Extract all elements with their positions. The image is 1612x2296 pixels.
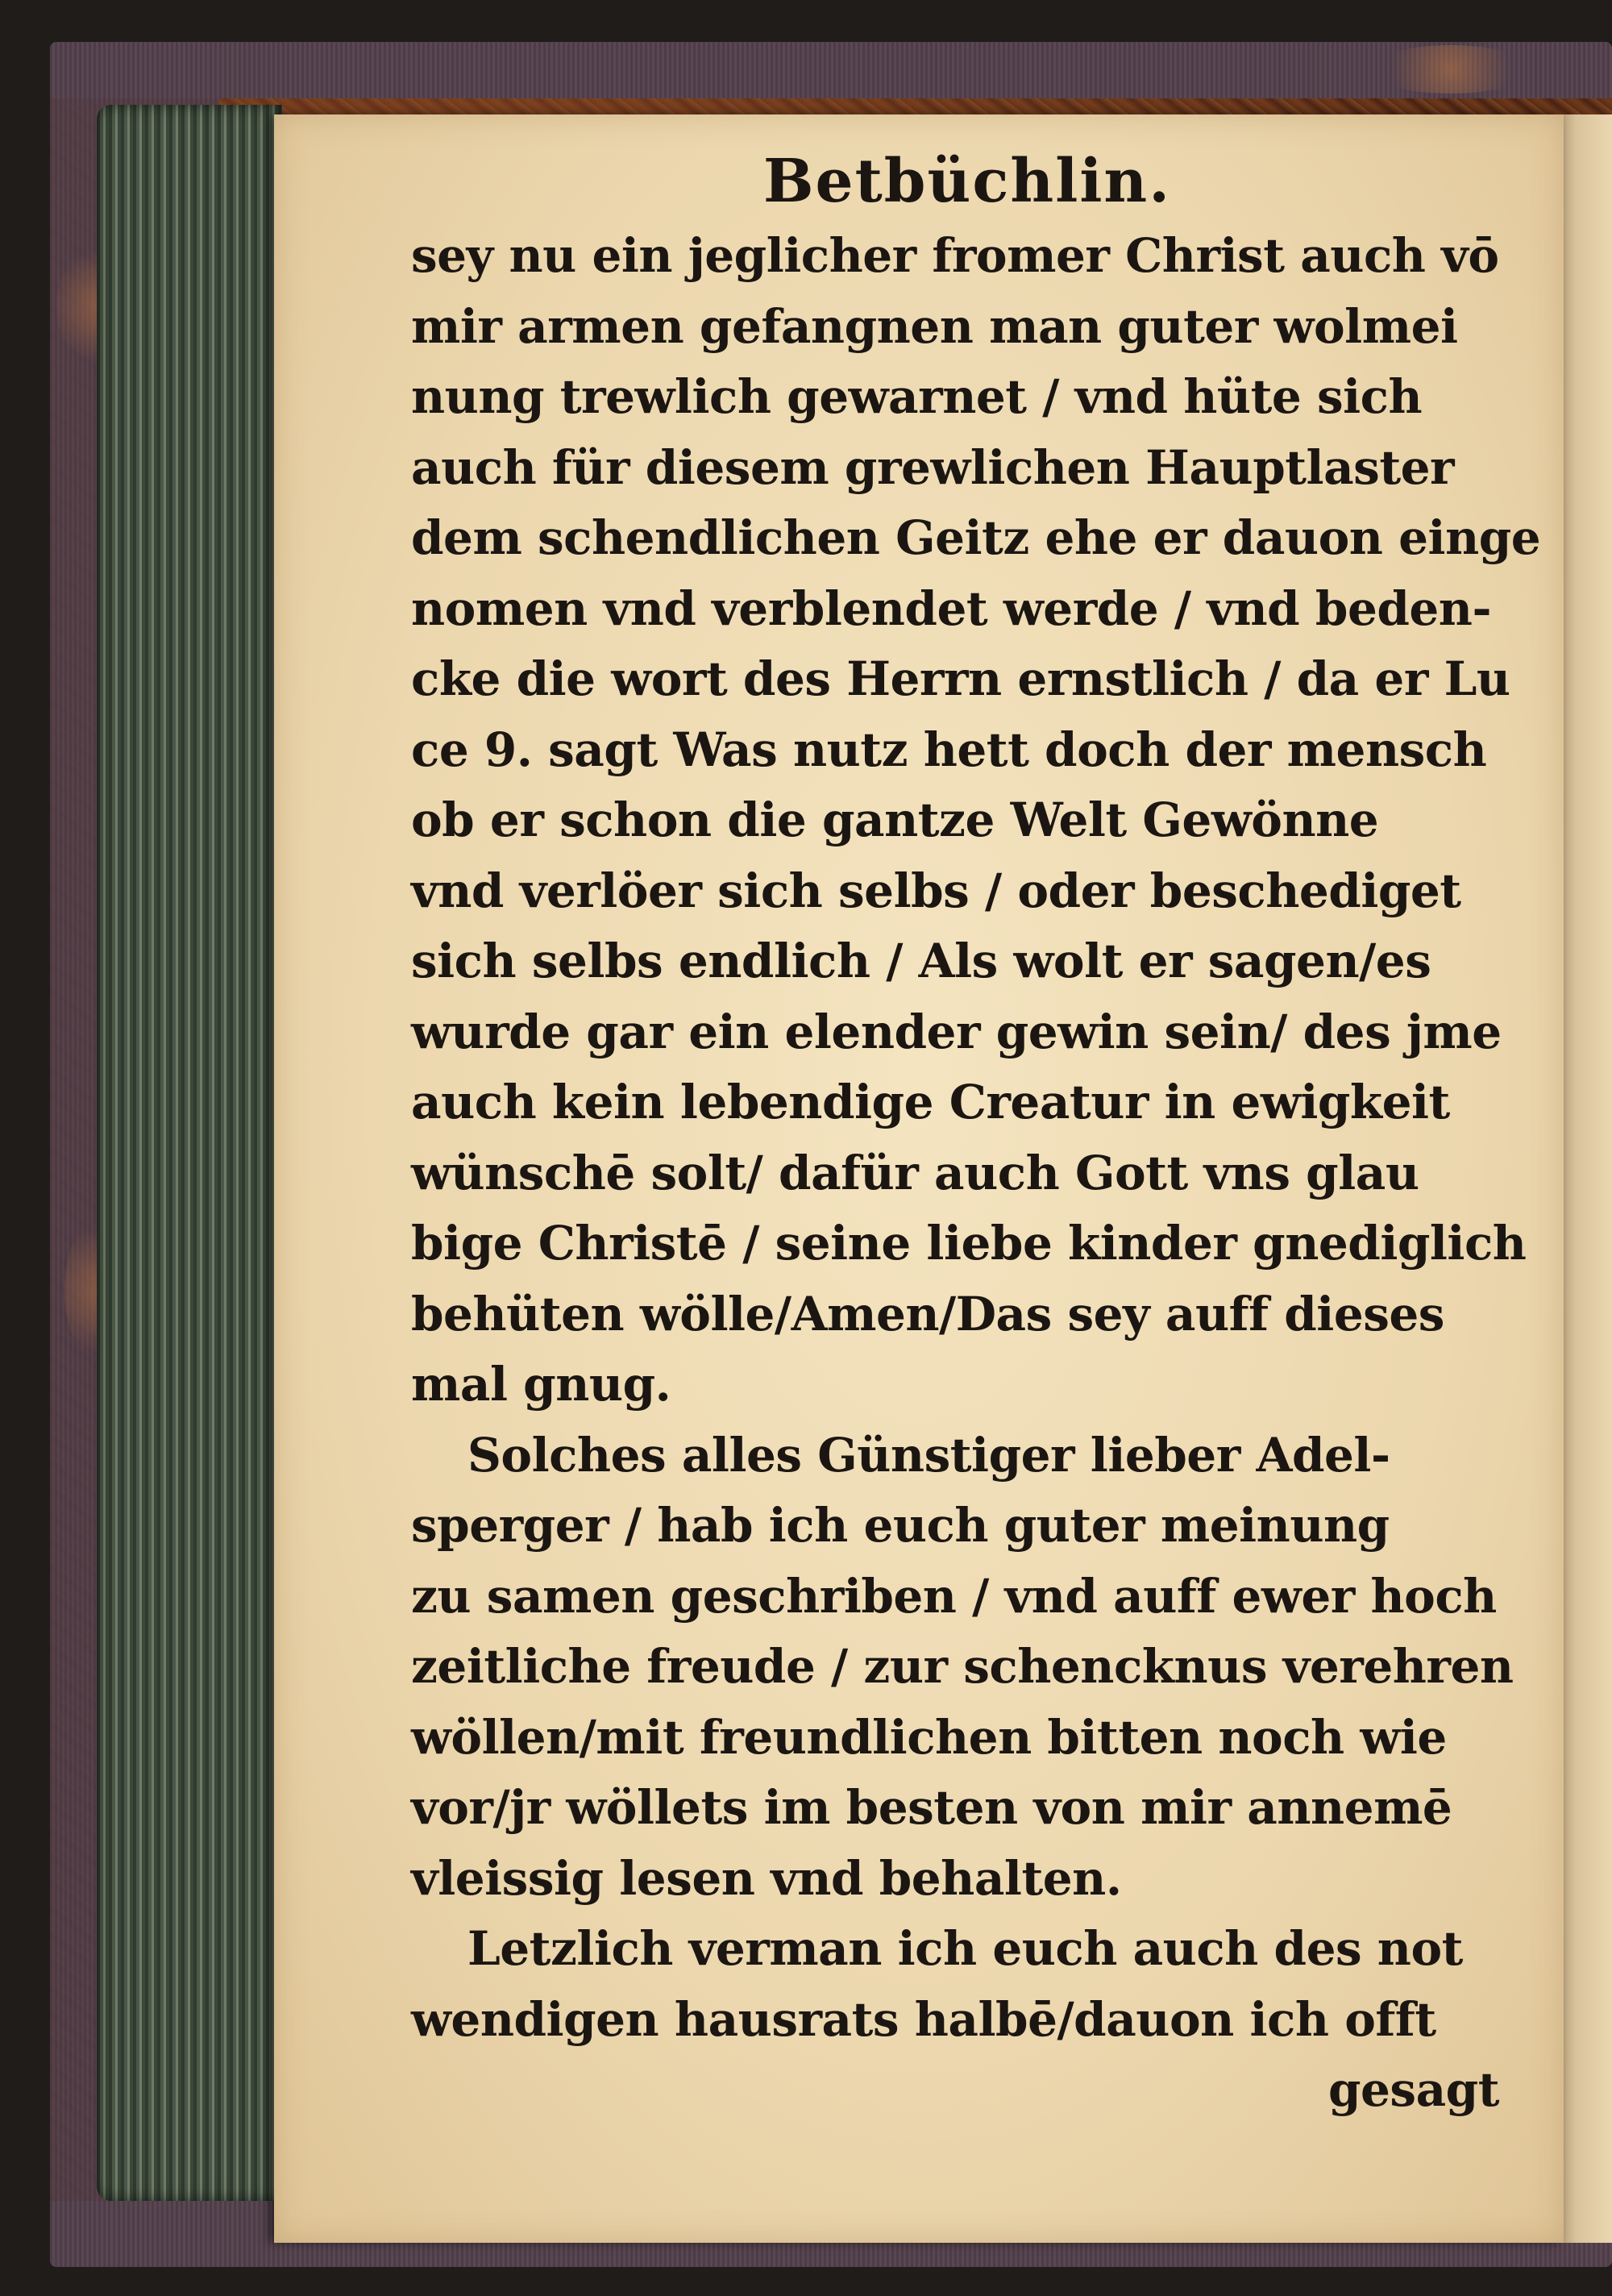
text-line: Letzlich verman ich euch auch des not: [467, 1921, 1463, 1976]
text-line: wöllen/mit freundlichen bitten noch wie: [411, 1709, 1447, 1765]
text-line: auch kein lebendige Creatur in ewigkeit: [411, 1075, 1450, 1129]
text-line: auch für diesem grewlichen Hauptlaster: [411, 439, 1455, 495]
text-line: sich selbs endlich / Als wolt er sagen/es: [411, 934, 1431, 988]
text-line: zeitliche freude / zur schencknus verehren: [411, 1639, 1514, 1694]
text-line: dem schendlichen Geitz ehe er dauon einge: [411, 510, 1541, 565]
text-line: mir armen gefangnen man guter wolmei: [411, 298, 1458, 354]
text-line: wünschē solt/ dafür auch Gott vns glau: [411, 1145, 1419, 1200]
catchword: gesagt: [1327, 2062, 1499, 2117]
text-line: ob er schon die gantze Welt Gewönne: [411, 792, 1379, 847]
text-line: vleissig lesen vnd behalten.: [411, 1850, 1122, 1906]
text-line: nung trewlich gewarnet / vnd hüte sich: [411, 369, 1423, 424]
text-line: cke die wort des Herrn ernstlich / da er Lu: [411, 651, 1510, 706]
text-line: vnd verlöer sich selbs / oder beschediget: [411, 863, 1461, 918]
text-line: sey nu ein jeglicher fromer Christ auch vō: [411, 228, 1499, 283]
text-line: ce 9. sagt Was nutz hett doch der mensch: [411, 722, 1487, 777]
text-line: wendigen hausrats halbē/dauon ich offt: [411, 1991, 1436, 2047]
text-line: behüten wölle/Amen/Das sey auff dieses: [411, 1286, 1444, 1341]
text-line: sperger / hab ich euch guter meinung: [411, 1498, 1390, 1553]
text-line: wurde gar ein elender gewin sein/ des jme: [411, 1004, 1502, 1059]
book-page: [274, 114, 1564, 2243]
text-block: [411, 147, 1541, 2126]
running-head: Betbüchlin.: [763, 147, 1171, 216]
text-line: vor/jr wöllets im besten von mir annemē: [411, 1780, 1452, 1835]
page-edges: [97, 105, 282, 2201]
text-line: Solches alles Günstiger lieber Adel-: [467, 1427, 1390, 1483]
text-line: bige Christē / seine liebe kinder gnediglich: [411, 1216, 1527, 1271]
text-line: nomen vnd verblendet werde / vnd beden-: [411, 580, 1492, 636]
leather-mark: [1370, 45, 1531, 94]
text-line: mal gnug.: [411, 1357, 671, 1412]
text-line: zu samen geschriben / vnd auff ewer hoch: [411, 1568, 1497, 1624]
